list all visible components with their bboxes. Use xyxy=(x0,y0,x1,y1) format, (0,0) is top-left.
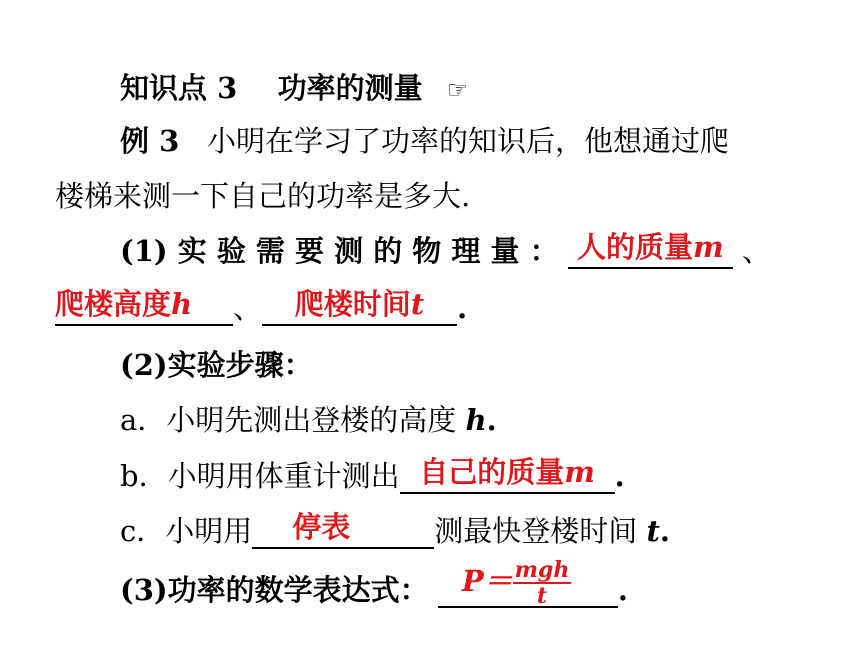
step-b xyxy=(120,455,625,494)
answer-2: 爬楼高度h xyxy=(55,287,193,321)
example-line-1 xyxy=(120,123,729,159)
step-b-text: b．小明用体重计测出 xyxy=(120,459,400,493)
answer-3: 爬楼时间t xyxy=(294,287,425,321)
formula xyxy=(438,558,618,608)
part3-label: (3)功率的数学表达式： xyxy=(120,573,429,607)
example-text-1: 小明在学习了功率的知识后，他想通过爬 xyxy=(206,124,729,158)
answer-5: 停表 xyxy=(292,510,351,544)
formula-numerator: mgh xyxy=(514,557,570,583)
part3-end: . xyxy=(617,573,628,607)
answer-blank-1 xyxy=(568,230,733,269)
example-text-2: 楼梯来测一下自己的功率是多大. xyxy=(55,179,471,213)
section-number: 知识点 3 xyxy=(120,71,238,105)
step-c-var: t xyxy=(646,514,660,548)
part1-line xyxy=(120,230,772,269)
answer-blank-5 xyxy=(252,510,434,549)
part1-line-2 xyxy=(55,287,468,326)
step-a-var: h xyxy=(465,403,487,437)
step-a-end: . xyxy=(486,403,497,437)
step-c-after: 测最快登楼时间 xyxy=(434,514,647,548)
formula-denominator: t xyxy=(536,583,548,609)
formula-fraction xyxy=(513,558,572,608)
answer-blank-4 xyxy=(400,455,615,494)
answer-4: 自己的质量m xyxy=(419,455,595,489)
section-heading xyxy=(120,70,468,108)
answer-blank-3 xyxy=(262,287,457,326)
step-c xyxy=(120,510,670,549)
step-c-text: c．小明用 xyxy=(120,514,253,548)
answer-blank-2 xyxy=(55,287,233,326)
answer-blank-6 xyxy=(438,557,618,609)
part2-label: (2)实验步骤： xyxy=(120,348,313,382)
part3-line xyxy=(120,557,628,609)
example-label: 例 3 xyxy=(120,124,180,158)
part1-label: (1) 实 验 需 要 测 的 物 理 量 ： xyxy=(120,234,559,268)
step-b-end: . xyxy=(614,459,625,493)
example-line-2 xyxy=(55,178,470,214)
step-c-end: . xyxy=(659,514,670,548)
pointing-hand-icon: ☞ xyxy=(446,76,469,104)
step-a xyxy=(120,402,497,438)
step-a-text: a．小明先测出登楼的高度 xyxy=(120,403,466,437)
answer-1: 人的质量m xyxy=(576,230,724,264)
separator-1: 、 xyxy=(742,234,772,268)
separator-2: 、 xyxy=(233,291,263,325)
section-title: 功率的测量 xyxy=(277,71,423,105)
part1-end: . xyxy=(457,291,468,325)
formula-lhs: P＝ xyxy=(461,564,513,598)
part2-heading xyxy=(120,347,313,383)
